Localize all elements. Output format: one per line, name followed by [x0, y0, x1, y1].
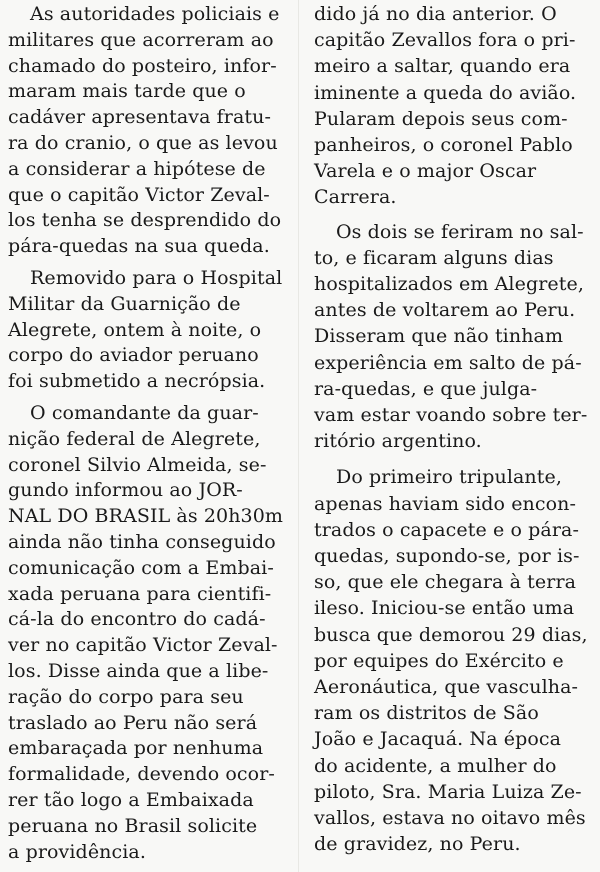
- left-column-line: a providência.: [8, 840, 146, 863]
- right-column-line: so, que ele chegara à terra: [314, 571, 577, 594]
- right-column-line: dido já no dia anterior. O: [314, 3, 557, 25]
- right-column-line: apenas haviam sido encon-: [314, 492, 577, 515]
- left-column-line: Alegrete, ontem à noite, o: [8, 318, 262, 341]
- left-column-line: a considerar a hipótese de: [8, 157, 266, 180]
- right-column-line: piloto, Sra. Maria Luiza Ze-: [314, 780, 582, 803]
- left-column-line: gundo informou ao JOR-: [8, 479, 243, 502]
- right-column-line: Os dois se feriram no sal-: [336, 220, 584, 243]
- left-column-line: que o capitão Victor Zeval-: [8, 183, 270, 206]
- left-column-line: coronel Silvio Almeida, se-: [8, 453, 267, 476]
- right-column-line: ritório argentino.: [314, 430, 482, 453]
- right-column-line: capitão Zevallos fora o pri-: [314, 29, 576, 52]
- left-column-line: ver no capitão Victor Zeval-: [8, 634, 278, 657]
- right-column-line: experiência em salto de pá-: [314, 351, 582, 374]
- right-column-line: antes de voltarem ao Peru.: [314, 299, 576, 322]
- left-column-line: embaraçada por nenhuma: [8, 737, 264, 760]
- left-column-line: O comandante da guar-: [30, 402, 259, 424]
- right-column-line: Varela e o major Oscar: [314, 160, 537, 183]
- right-column-line: ileso. Iniciou-se então uma: [314, 597, 575, 620]
- left-column-line: los tenha se desprendido do: [8, 209, 282, 232]
- left-column-line: cadáver apresentava fratu-: [8, 106, 272, 129]
- right-column-line: iminente a queda do avião.: [314, 81, 577, 104]
- right-column-line: por equipes do Exército e: [314, 649, 564, 672]
- right-column-line: vam estar voando sobre ter-: [314, 404, 588, 426]
- left-column-line: peruana no Brasil solicite: [8, 814, 258, 837]
- right-column-line: ram os distritos de São: [314, 702, 539, 725]
- right-column-line: hospitalizados em Alegrete,: [314, 273, 584, 295]
- right-column-line: quedas, supondo-se, por is-: [314, 545, 580, 567]
- right-column-line: ra-quedas, e que julga-: [314, 377, 538, 400]
- right-column-line: do acidente, a mulher do: [314, 754, 557, 777]
- right-column-line: meiro a saltar, quando era: [314, 55, 571, 78]
- right-column-line: Disseram que não tinham: [314, 325, 564, 348]
- right-column-line: de gravidez, no Peru.: [314, 833, 521, 856]
- left-column-line: rer tão logo a Embaixada: [8, 789, 254, 811]
- left-column-line: NAL DO BRASIL às 20h30m: [8, 505, 284, 528]
- right-column-line: trados o capacete e o pára-: [314, 518, 579, 541]
- left-column-line: comunicação com a Embai-: [8, 556, 274, 579]
- left-column-line: ração do corpo para seu: [8, 685, 244, 708]
- right-column-line: Pularam depois seus com-: [314, 107, 568, 130]
- left-column-line: formalidade, devendo ocor-: [8, 763, 275, 786]
- left-column-line: foi submetido a necrópsia.: [8, 370, 266, 393]
- left-column-line: militares que acorreram ao: [8, 28, 274, 51]
- right-column-line: to, e ficaram alguns dias: [314, 246, 554, 269]
- right-column-line: panheiros, o coronel Pablo: [314, 134, 573, 156]
- left-column-line: Militar da Guarnição de: [8, 292, 241, 315]
- left-column-line: los. Disse ainda que a libe-: [8, 660, 269, 682]
- left-column-line: chamado do posteiro, infor-: [8, 54, 277, 77]
- left-column-line: xada peruana para cientifi-: [8, 582, 272, 605]
- left-column-line: ainda não tinha conseguido: [8, 531, 276, 553]
- left-column-line: As autoridades policiais e: [30, 3, 280, 25]
- left-column-line: Removido para o Hospital: [30, 267, 283, 289]
- left-column-line: cá-la do encontro do cadá-: [8, 608, 266, 631]
- left-column-line: nição federal de Alegrete,: [8, 427, 261, 450]
- column-gutter: [298, 0, 299, 872]
- right-column-line: busca que demorou 29 dias,: [314, 623, 588, 646]
- left-column-line: traslado ao Peru não será: [8, 711, 258, 734]
- left-column-line: maram mais tarde que o: [8, 80, 246, 103]
- left-column-line: pára-quedas na sua queda.: [8, 235, 270, 258]
- left-column-line: ra do cranio, o que as levou: [8, 132, 278, 154]
- right-column-line: Aeronáutica, que vasculha-: [314, 676, 579, 698]
- right-column-line: João e Jacaquá. Na época: [314, 728, 562, 751]
- right-column-line: Carrera.: [314, 186, 397, 209]
- left-column-line: corpo do aviador peruano: [8, 344, 259, 367]
- right-column-line: Do primeiro tripulante,: [336, 466, 562, 489]
- right-column-line: vallos, estava no oitavo mês: [314, 807, 586, 829]
